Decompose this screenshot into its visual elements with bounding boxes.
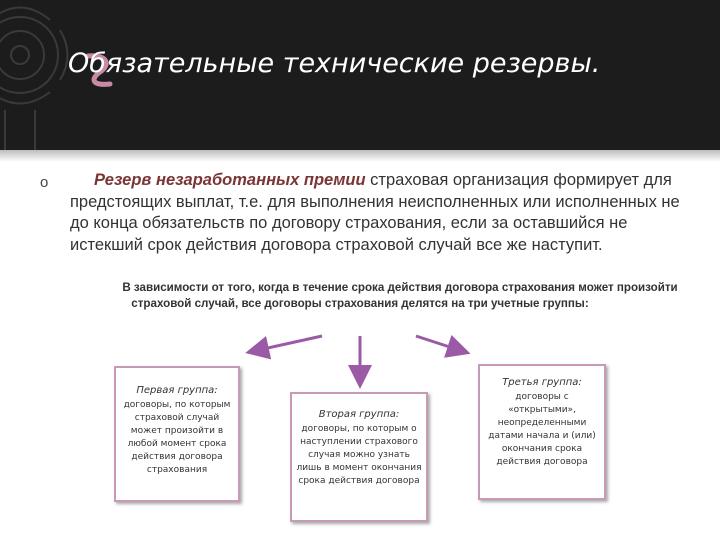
- arrow-to-group-1: [254, 336, 322, 351]
- group-2-heading: Вторая группа:: [318, 409, 400, 420]
- group-2-text: договоры, по которым о наступлении страхового случая можно узнать лишь в момент окончания срока действия договора: [296, 424, 422, 486]
- group-1-heading: Первая группа:: [136, 385, 218, 396]
- arrow-to-group-3: [416, 336, 462, 351]
- group-3-box: [478, 364, 606, 500]
- slide-title: Обязательные технические резервы.: [68, 48, 601, 79]
- group-3-heading: Третья группа:: [502, 377, 582, 388]
- group-1-text: договоры, по которым страховой случай может произойти в любой момент срока действия договора страхования: [123, 400, 231, 475]
- groups-intro-note: В зависимости от того, когда в течение срока действия договора страхования может произойти страховой случай, все договоры страхования делятся на три учетные группы:: [122, 281, 678, 310]
- paragraph-lead: Резерв незаработанных премии: [94, 171, 366, 189]
- group-3-text: договоры с «открытыми», неопределенными датами начала и (или) окончания срока действия договора: [488, 392, 596, 467]
- paragraph-text: страховая организация формирует для предстоящих выплат, т.е. для выполнения неисполненных или исполненных не до конца обязательств по договору страхования, если за оставшийся не истекший срок действия договора страховой случай все же наступит.: [70, 171, 680, 254]
- bullet-marker: o: [40, 174, 49, 191]
- group-2-box: [290, 392, 428, 522]
- group-1-box: [114, 366, 240, 502]
